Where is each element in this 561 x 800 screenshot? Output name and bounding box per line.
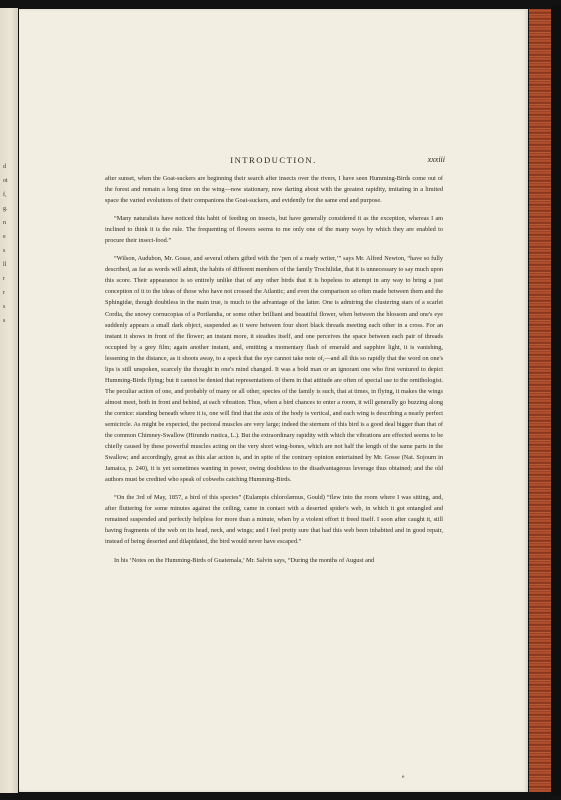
paragraph: “Many naturalists have noticed this habit of feeding on insects, but have generally considered it as the exception, whereas I am inclined to think it is the rule. The frequenting of flowers seems to me only one of the many ways by which they are enabled to procure their insect-food.” [105,215,443,245]
paragraph: after sunset, when the Goat-suckers are beginning their search after insects over the rivers, I have seen Humming-Birds come out of the forest and remain a long time on the wing—now stationary, now darting about with the greatest rapidity, imitating in a limited space the varied evolutions of their companions the Goat-suckers, and evidently for the same end and purpose. [105,175,443,205]
page-title: INTRODUCTION. [230,155,317,165]
page-number: xxxiii [427,155,445,164]
adjacent-page-fragment: r [3,290,5,296]
signature-mark: e [402,774,405,780]
body-text [105,173,443,573]
adjacent-page-fragment: f, [3,192,7,198]
running-header [19,155,528,167]
adjacent-page-fragment: ot [3,178,8,184]
adjacent-page-fragment: ll [3,262,7,268]
adjacent-page-fragment: g. [3,206,8,212]
adjacent-page-fragment: s [3,248,6,254]
paragraph: “On the 3rd of May, 1857, a bird of this species” (Eulampis chlorolæmus, Gould) “flew into the room where I was sitting, and, after fluttering for some minutes against the ceiling, came in contact with a deserted spider's web, in which it got entangled and remained suspended and perfectly helpless for more than a minute, when by a violent effort it freed itself. I soon after caught it, still having fragments of the web on its head, neck, and wings; and I feel pretty sure that had this web been inhabited and in good repair, instead of being deserted and dilapidated, the bird would never have escaped.” [105,494,443,546]
adjacent-page-fragment: r [3,276,5,282]
adjacent-page-fragment: d [3,164,6,170]
adjacent-page-fragment: s [3,304,6,310]
adjacent-page-edge [0,8,18,793]
adjacent-page-fragment: s [3,318,6,324]
adjacent-page-fragment: e [3,234,6,240]
adjacent-page-fragment: n [3,220,6,226]
background-border [551,6,561,796]
paragraph: “Wilson, Audubon, Mr. Gosse, and several others gifted with the ‘pen of a ready writer,’” says Mr. Alfred Newton, “have so fully described, as far as words will admit, the habits of different members of the family Trochilidæ, that it is unnecessary to say much upon this score. Their appearance is so entirely unlike that of any other birds that it is hopeless to attempt in any way to bring a just conception of it to the ideas of those who have not crossed the Atlantic; and even the comparison so often made between them and the Sphingidæ, though doubtless in the main true, is much to the advantage of the latter. One is admiring the clustering stars of a scarlet Cordia, the snowy cornucopias of a Portlandia, or some other brilliant and beautiful flower, when between the blossom and one's eye suddenly appears a small dark object, suspended as it were between four short black threads meeting each other in a cross. For an instant it shows in front of the flower; an instant more, it steadies itself, and one perceives the space between each pair of threads occupied by a grey film; again another instant, and, emitting a momentary flash of emerald and sapphire light, it is vanishing, lessening in the distance, as it shoots away, to a speck that the eye cannot take note of,—and all this so rapidly that the word on one's lips is still unspoken, scarcely the thought in one's mind changed. It was a bold man or an ignorant one who first ventured to depict Humming-Birds flying; but it cannot be denied that representations of them in that attitude are often of special use to the ornithologist. The peculiar action of one, and probably of many or all other, species of the family is such, that at times, in flying, it makes the wings almost meet, both in front and behind, at each vibration. Thus, when a bird chances to enter a room, it will generally go buzzing along the cornice: standing beneath where it is, one will find that the axis of the body is vertical, and each wing is describing a nearly perfect semicircle. As might be expected, the pectoral muscles are very large; indeed the sternum of this bird is a good deal bigger than that of the common Chimney-Swallow (Hirundo rustica, L.). But the extraordinary rapidity with which the vibrations are effected seems to be chiefly caused by these powerful muscles acting on the very short wing-bones, which are not half the length of the same parts in the Swallow; and accordingly, great as this alar action is, and in spite of the contrary opinion entertained by Mr. Gosse (Nat. Sojourn in Jamaica, p. 240), it is yet sometimes wanting in power, owing doubtless to the disadvantageous leverage thus obtained; and the old authors must be credited who speak of cobwebs catching Humming-Birds. [105,255,443,484]
book-page [19,9,528,792]
paragraph: In his ‘Notes on the Humming-Birds of Guatemala,’ Mr. Salvin says, “During the months of August and [114,556,375,564]
gilt-page-edge [529,9,551,792]
